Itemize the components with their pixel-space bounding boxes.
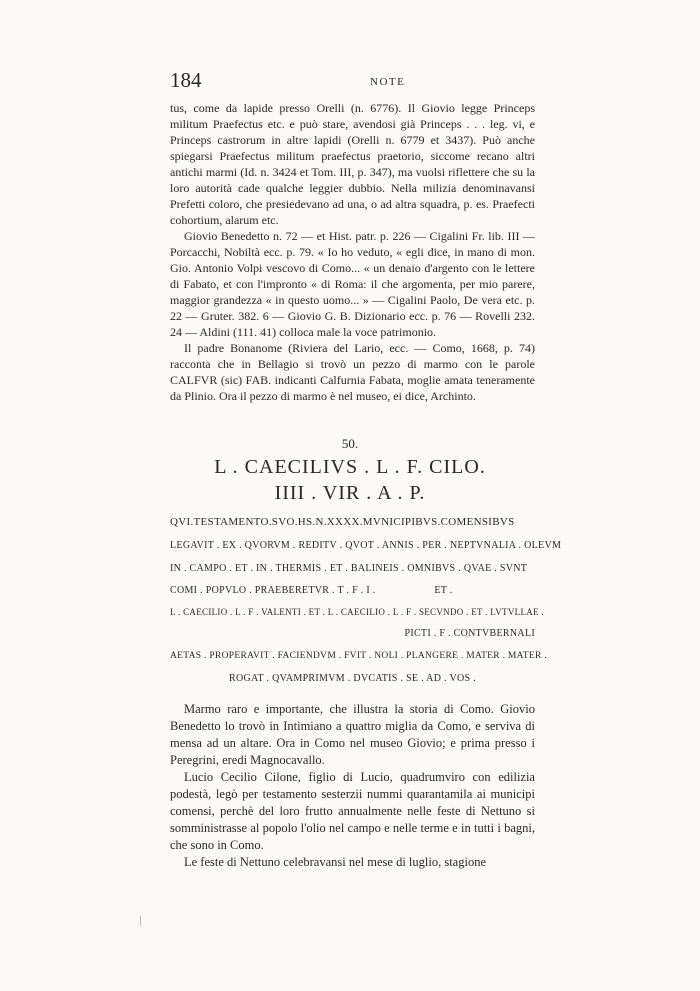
- paragraph: Giovio Benedetto n. 72 — et Hist. patr. p. 226 — Cigalini Fr. lib. III — Porcacchi, Nobiltà ecc. p. 79. « Io ho veduto, « egli dice, in mano di mon. Gio. Antonio Volpi vescovo di Como... « un denaio d'argento con le lettere di Fabato, et con l'impronto « di Roma: il che argomenta, per mio parere, maggior grandezza « in questo uomo... » — Cigalini Paolo, De vera etc. p. 22 — Gruter. 382. 6 — Giovio G. B. Dizionario ecc. p. 76 — Rovelli 232. 24 — Aldini (111. 41) colloca male la voce patrimonio.: [170, 229, 535, 339]
- inscription-line: COMI . POPVLO . PRAEBERETVR . T . F . I . ET .: [170, 585, 453, 596]
- paragraph: Lucio Cecilio Cilone, figlio di Lucio, quadrumviro con edilizia podestà, legò per testamento sesterzii nummi quarantamila ai municipi comensi, perchè del loro frutto annualmente nelle feste di Nettuno si somministrasse al popolo l'olio nel campo e nelle terme e in tutti i bagni, che sono in Como.: [170, 770, 535, 852]
- entry-number: 50.: [341, 436, 359, 451]
- inscription-line: LEGAVIT . EX . QVORVM . REDITV . QVOT . ANNIS . PER . NEPTVNALIA . OLEVM: [170, 540, 562, 551]
- paragraph: tus, come da lapide presso Orelli (n. 6776). Il Giovio legge Princeps militum Praefectus etc. e può stare, avendosi già Princeps . . . leg. vi, e Princeps castrorum in altre lapidi (Orelli n. 6779 et 3437). Può anche spiegarsi Praefectus militum praefectus praetorio, siccome recano altri antichi marmi (Id. n. 3424 et Tom. III, p. 347), ma vuolsi riflettere che su la loro autorità cade qualche leggier dubbio. Nella milizia denominavansi Prefetti coloro, che presiedevano ad una, o ad altra squadra, p. es. Praefecti cohortium, alarum etc.: [170, 101, 535, 227]
- paragraph: Il padre Bonanome (Riviera del Lario, ecc. — Como, 1668, p. 74) racconta che in Bellagio si trovò un pezzo di marmo con le parole CALFVR (sic) FAB. indicanti Calfurnia Fabata, moglie amata teneramente da Plinio. Ora il pezzo di marmo è nel museo, ei dice, Archinto.: [170, 341, 535, 403]
- inscription-line: L . CAECILIO . L . F . VALENTI . ET . L . CAECILIO . L . F . SECVNDO . ET . LVTVLLAE .: [170, 607, 544, 617]
- top-notes: [170, 100, 535, 404]
- margin-mark: [140, 916, 141, 926]
- page-number: 184: [170, 68, 202, 92]
- bottom-notes: [170, 701, 535, 871]
- inscription-line: PICTI . F . CONTVBERNALI: [404, 628, 535, 639]
- inscription-line: ROGAT . QVAMPRIMVM . DVCATIS . SE . AD . VOS .: [229, 673, 476, 684]
- paragraph: Marmo raro e importante, che illustra la storia di Como. Giovio Benedetto lo trovò in Intimiano a quattro miglia da Como, e serviva di mensa ad un altare. Ora in Como nel museo Giovio; e prima presso i Peregrini, eredi Magnocavallo.: [170, 702, 535, 767]
- inscription-heading-line-2: IIII . VIR . A . P.: [274, 482, 426, 504]
- inscription-line: QVI.TESTAMENTO.SVO.HS.N.XXXX.MVNICIPIBVS.COMENSIBVS: [170, 516, 515, 528]
- paragraph: Le feste di Nettuno celebravansi nel mese di luglio, stagione: [184, 855, 486, 869]
- inscription-line: AETAS . PROPERAVIT . FACIENDVM . FVIT . NOLI . PLANGERE . MATER . MATER .: [170, 651, 547, 661]
- inscription-line: IN . CAMPO . ET . IN . THERMIS . ET . BALINEIS . OMNIBVS . QVAE . SVNT: [170, 563, 528, 574]
- running-title: NOTE: [370, 76, 406, 88]
- inscription-heading-line-1: L . CAECILIVS . L . F. CILO.: [214, 456, 486, 478]
